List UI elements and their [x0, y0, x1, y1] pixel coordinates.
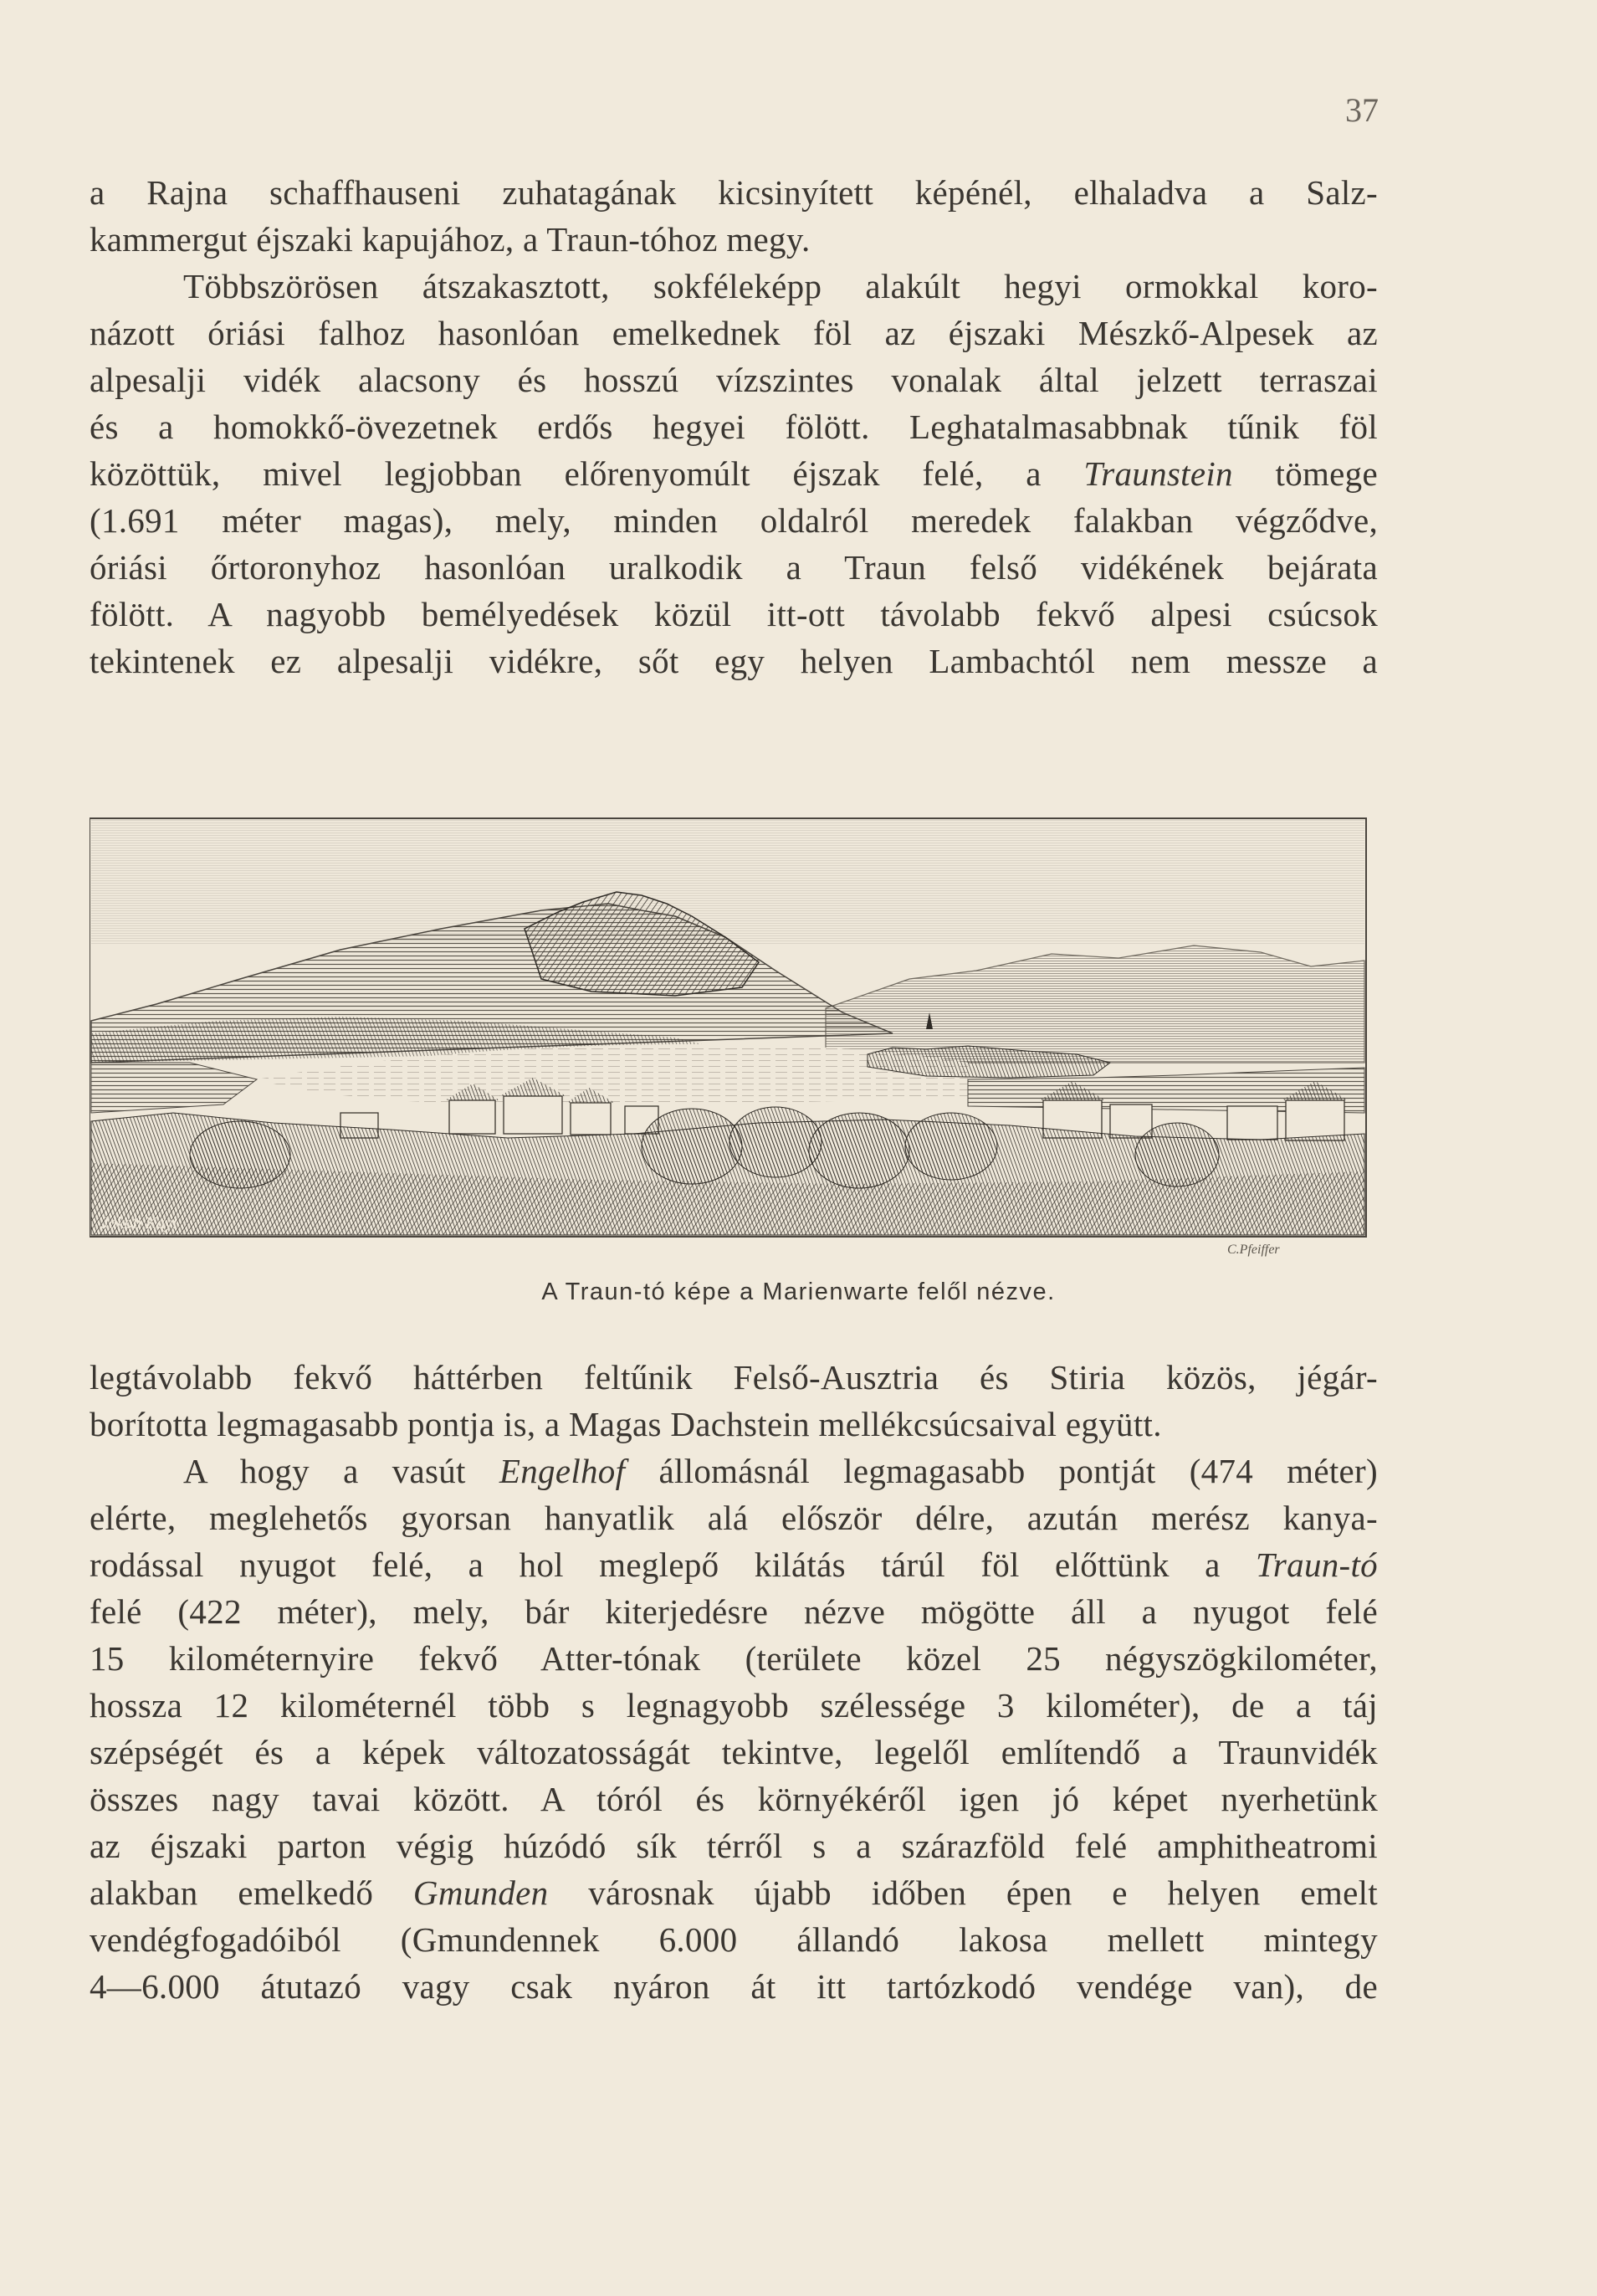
- text-line: és a homokkő-övezetnek erdős hegyei fölött. Leghatalmasabbnak tűnik föl: [90, 407, 1378, 446]
- text-line: szépségét és a képek változatosságát tekintve, legelől említendő a Traunvidék: [90, 1733, 1378, 1771]
- place-name-italic: Traun-tó: [1256, 1545, 1378, 1584]
- engraver-signature-left: Jakob Kayl: [101, 1214, 177, 1233]
- text-segment: tömege: [1275, 454, 1378, 493]
- text-line: legtávolabb fekvő háttérben feltűnik Felső-Ausztria és Stiria közös, jégár-: [90, 1358, 1378, 1397]
- lake-engraving: [90, 812, 1368, 1276]
- text-block-top: [90, 169, 1378, 684]
- text-segment: állomásnál legmagasabb pontját (474 méter): [658, 1452, 1378, 1490]
- text-line: tekintenek ez alpesalji vidékre, sőt egy helyen Lambachtól nem messze a: [90, 642, 1378, 680]
- text-line: óriási őrtoronyhoz hasonlóan uralkodik a Traun felső vidékének bejárata: [90, 548, 1378, 587]
- text-line: Többszörösen átszakasztott, sokféleképp alakúlt hegyi ormokkal koro-: [183, 267, 1378, 305]
- text-line: [90, 1448, 1378, 1494]
- text-line: a Rajna schaffhauseni zuhatagának kicsinyített képénél, elhaladva a Salz-: [90, 173, 1378, 212]
- place-name-italic: Engelhof: [499, 1452, 626, 1490]
- text-segment: közöttük, mivel legjobban előrenyomúlt éjszak felé, a: [90, 454, 1042, 493]
- text-block-bottom: [90, 1354, 1378, 2010]
- text-segment: A hogy a vasút: [183, 1452, 466, 1490]
- text-line: [90, 1869, 1378, 1916]
- text-segment: rodással nyugot felé, a hol meglepő kilátás tárúl föl előttünk a: [90, 1545, 1221, 1584]
- text-line: borította legmagasabb pontja is, a Magas Dachstein mellékcsúcsaival együtt.: [90, 1405, 1162, 1443]
- figure-caption: A Traun-tó képe a Marienwarte felől nézve.: [541, 1279, 1056, 1305]
- text-line: vendégfogadóiból (Gmundennek 6.000 állandó lakosa mellett mintegy: [90, 1920, 1378, 1959]
- text-line: 4—6.000 átutazó vagy csak nyáron át itt tartózkodó vendége van), de: [90, 1967, 1378, 2006]
- text-line: elérte, meglehetős gyorsan hanyatlik alá először délre, azután merész kanya-: [90, 1499, 1378, 1537]
- engraver-signature-right: C.Pfeiffer: [1227, 1243, 1280, 1257]
- text-line: felé (422 méter), mely, bár kiterjedésre nézve mögötte áll a nyugot felé: [90, 1592, 1378, 1631]
- place-name-italic: Traunstein: [1083, 454, 1233, 493]
- text-line: összes nagy tavai között. A tóról és környékéről igen jó képet nyerhetünk: [90, 1780, 1378, 1818]
- text-line: fölött. A nagyobb bemélyedések közül itt-ott távolabb fekvő alpesi csúcsok: [90, 595, 1378, 633]
- text-line: kammergut éjszaki kapujához, a Traun-tóhoz megy.: [90, 220, 811, 259]
- text-line: [90, 450, 1378, 497]
- text-line: hossza 12 kilométernél több s legnagyobb szélessége 3 kilométer), de a táj: [90, 1686, 1378, 1725]
- text-segment: alakban emelkedő: [90, 1873, 374, 1912]
- text-line: (1.691 méter magas), mely, minden oldalról meredek falakban végződve,: [90, 501, 1378, 540]
- text-line: az éjszaki parton végig húzódó sík térről s a szárazföld felé amphitheatromi: [90, 1827, 1378, 1865]
- page-number: 37: [1345, 91, 1379, 129]
- text-segment: városnak újabb időben épen e helyen emelt: [588, 1873, 1378, 1912]
- place-name-italic: Gmunden: [412, 1873, 549, 1912]
- text-line: 15 kilométernyire fekvő Atter-tónak (területe közel 25 négyszögkilométer,: [90, 1639, 1378, 1678]
- text-line: [90, 1541, 1378, 1588]
- text-line: alpesalji vidék alacsony és hosszú vízszintes vonalak által jelzett terraszai: [90, 361, 1378, 399]
- text-line: názott óriási falhoz hasonlóan emelkednek föl az éjszaki Mészkő-Alpesek az: [90, 314, 1378, 352]
